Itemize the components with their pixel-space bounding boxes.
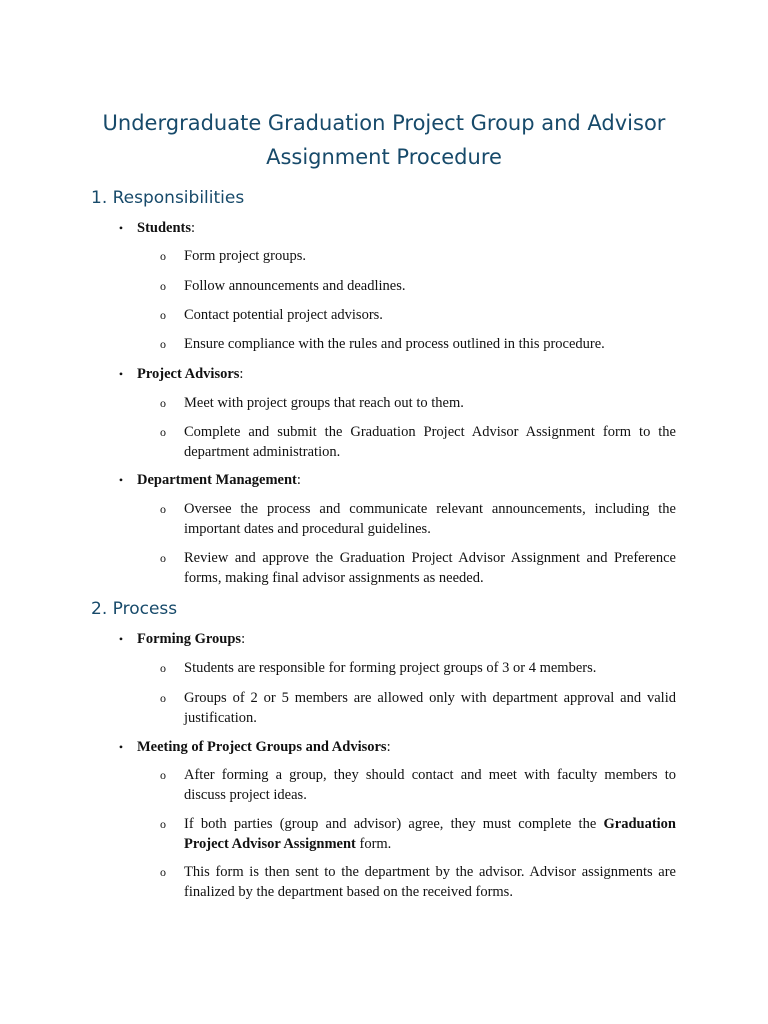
sub-item	[160, 246, 676, 266]
document-title	[60, 106, 708, 174]
sub-bullet-marker: o	[160, 279, 166, 293]
sub-bullet-marker: o	[160, 502, 166, 516]
sub-bullet-marker: o	[160, 691, 166, 705]
sub-bullet-marker: o	[160, 337, 166, 351]
sub-item-text: Students are responsible for forming project groups of 3 or 4 members.	[184, 660, 597, 676]
sub-item-text: Follow announcements and deadlines.	[184, 278, 406, 294]
sub-bullet-marker: o	[160, 396, 166, 410]
sub-item-text: Form project groups.	[184, 248, 307, 264]
title-line-1: Undergraduate Graduation Project Group and Advisor	[102, 111, 666, 135]
sub-item	[160, 688, 676, 728]
sub-item	[160, 862, 676, 902]
bullet-label: Forming Groups	[137, 631, 242, 647]
sub-item-text: Groups of 2 or 5 members are allowed only with department approval and valid justification.	[184, 690, 676, 726]
bullet-label: Meeting of Project Groups and Advisors	[137, 739, 387, 755]
sub-item-text: Review and approve the Graduation Project Advisor Assignment and Preference forms, making final advisor assignments as needed.	[184, 550, 676, 586]
list-item-meeting-groups-advisors: • Meeting of Project Groups and Advisors:	[137, 737, 391, 757]
sub-bullet-marker: o	[160, 308, 166, 322]
sub-bullet-marker: o	[160, 865, 166, 879]
sub-item-text: Oversee the process and communicate relevant announcements, including the important dates and procedural guidelines.	[184, 501, 676, 537]
sub-item	[160, 305, 676, 325]
title-line-2: Assignment Procedure	[266, 145, 502, 169]
bullet-marker: •	[118, 221, 124, 235]
sub-item-text: If both parties (group and advisor) agree, they must complete the Graduation Project Advisor Assignment form.	[184, 816, 676, 852]
sub-item	[160, 658, 676, 678]
sub-item	[160, 548, 676, 588]
sub-item	[160, 422, 676, 462]
sub-item	[160, 276, 676, 296]
bullet-marker: •	[118, 367, 124, 381]
sub-bullet-marker: o	[160, 768, 166, 782]
bullet-marker: •	[118, 473, 124, 487]
bullet-marker: •	[118, 632, 124, 646]
sub-item-text: Contact potential project advisors.	[184, 307, 383, 323]
sub-item	[160, 765, 676, 805]
bullet-label: Students	[137, 220, 191, 236]
section-heading-responsibilities: 1. Responsibilities	[91, 188, 245, 208]
bullet-label: Department Management	[137, 472, 297, 488]
sub-bullet-marker: o	[160, 551, 166, 565]
list-item-project-advisors: • Project Advisors:	[137, 364, 243, 384]
sub-bullet-marker: o	[160, 249, 166, 263]
section-heading-process: 2. Process	[91, 599, 178, 619]
sub-item	[160, 499, 676, 539]
list-item-forming-groups: • Forming Groups:	[137, 629, 245, 649]
sub-bullet-marker: o	[160, 817, 166, 831]
form-name-bold: Graduation Project Advisor Assignment	[184, 816, 676, 852]
sub-item-text: Ensure compliance with the rules and process outlined in this procedure.	[184, 336, 605, 352]
sub-item-text: Meet with project groups that reach out to them.	[184, 395, 464, 411]
sub-item-text: After forming a group, they should contact and meet with faculty members to discuss project ideas.	[184, 767, 676, 803]
sub-item	[160, 334, 676, 354]
list-item-department-management: • Department Management:	[137, 470, 301, 490]
sub-item-text: This form is then sent to the department by the advisor. Advisor assignments are finalized by the department based on the received forms.	[184, 864, 676, 900]
sub-bullet-marker: o	[160, 425, 166, 439]
bullet-marker: •	[118, 740, 124, 754]
sub-item	[160, 814, 676, 854]
sub-item	[160, 393, 676, 413]
sub-item-text: Complete and submit the Graduation Project Advisor Assignment form to the department administration.	[184, 424, 676, 460]
list-item-students: • Students:	[137, 218, 195, 238]
sub-bullet-marker: o	[160, 661, 166, 675]
bullet-label: Project Advisors	[137, 366, 240, 382]
